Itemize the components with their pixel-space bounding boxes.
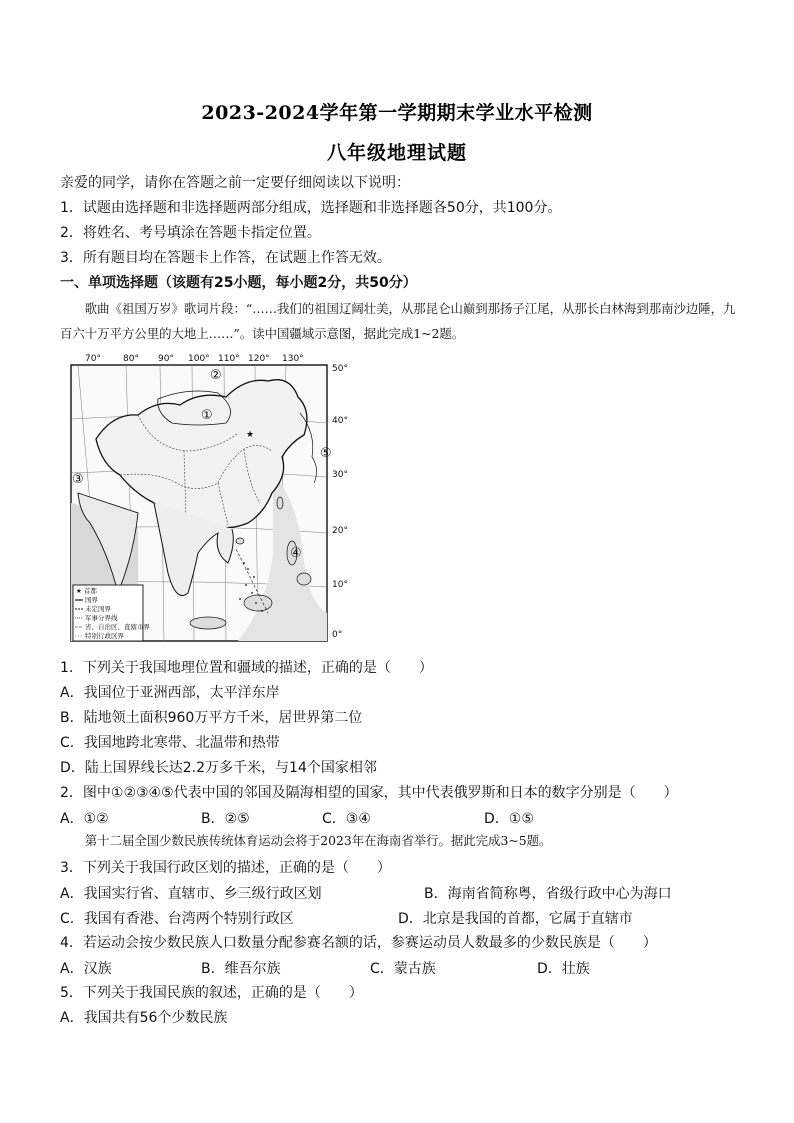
- q2-options: [60, 808, 750, 828]
- q3-option-b: B．海南省简称粤，省级行政中心为海口: [424, 886, 672, 902]
- lat-label-0: 0°: [332, 630, 343, 640]
- lat-label-30: 30°: [332, 470, 348, 480]
- lon-label-100: 100°: [188, 354, 210, 364]
- lon-label-90: 90°: [158, 354, 174, 364]
- q3-stem: 3．下列关于我国行政区划的描述，正确的是（ ）: [60, 860, 391, 876]
- q2-stem: 2．图中①②③④⑤代表中国的邻国及隔海相望的国家，其中代表俄罗斯和日本的数字分别是（ ）: [60, 785, 678, 801]
- legend-sar-border: 特别行政区界: [85, 632, 124, 640]
- q1-option-a: A．我国位于亚洲西部，太平洋东岸: [60, 685, 280, 701]
- q4-option-a: A．汉族: [60, 961, 112, 977]
- q2-option-c: C．③④: [322, 811, 371, 827]
- q3-option-c: C．我国有香港、台湾两个特别行政区: [60, 911, 294, 927]
- instruction-item-3: 3．所有题目均在答题卡上作答，在试题上作答无效。: [60, 250, 391, 266]
- passage-sports-meeting: 第十二届全国少数民族传统体育运动会将于2023年在海南省举行。据此完成3~5题。: [84, 833, 552, 848]
- lat-label-20: 20°: [332, 526, 348, 536]
- lon-label-130: 130°: [282, 354, 304, 364]
- q3-options-row2: [60, 908, 750, 928]
- capital-star-icon: ★: [246, 430, 255, 440]
- legend-capital: 首都: [84, 587, 97, 595]
- q1-stem: 1．下列关于我国地理位置和疆域的描述，正确的是（ ）: [60, 660, 433, 676]
- legend-undetermined-border: 未定国界: [85, 605, 111, 613]
- lon-label-120: 120°: [248, 354, 270, 364]
- lat-label-10: 10°: [332, 580, 348, 590]
- exam-title: 2023-2024学年第一学期期末学业水平检测: [201, 102, 593, 124]
- map-marker-2: ②: [210, 368, 222, 383]
- q1-option-d: D．陆上国界线长达2.2万多千米，与14个国家相邻: [60, 760, 377, 776]
- q1-option-c: C．我国地跨北寒带、北温带和热带: [60, 735, 280, 751]
- q4-option-b: B．维吾尔族: [201, 961, 281, 977]
- lat-label-50: 50°: [332, 364, 348, 374]
- q3-option-a: A．我国实行省、直辖市、乡三级行政区划: [60, 886, 322, 902]
- map-marker-3: ③: [72, 472, 84, 487]
- map-marker-1: ①: [201, 408, 213, 423]
- legend-border: 国界: [85, 596, 98, 604]
- legend-military-line-label: 军事分界线: [85, 614, 118, 622]
- exam-subtitle: 八年级地理试题: [326, 142, 467, 164]
- lat-label-40: 40°: [332, 416, 348, 426]
- passage-song-lyrics: 歌曲《祖国万岁》歌词片段：“……我们的祖国辽阔壮美，从那昆仑山巅到那扬子江尾，从那长白林海到那南沙边陲，九百六十万平方公里的大地上……”。读中国疆域示意图，据此完成1~2题。: [60, 301, 736, 341]
- q4-option-c: C．蒙古族: [370, 961, 436, 977]
- q5-option-a: A．我国共有56个少数民族: [60, 1010, 228, 1026]
- q1-option-b: B．陆地领土面积960万平方千米，居世界第二位: [60, 710, 363, 726]
- q4-option-d: D．壮族: [537, 961, 590, 977]
- q3-options-row1: [60, 883, 750, 903]
- map-svg: [68, 353, 364, 645]
- q5-stem: 5．下列关于我国民族的叙述，正确的是（ ）: [60, 985, 363, 1001]
- legend-province-border: 省、自治区、直辖市界: [85, 623, 150, 631]
- instruction-item-2: 2．将姓名、考号填涂在答题卡指定位置。: [60, 225, 321, 241]
- legend-capital-symbol: ★: [76, 587, 82, 595]
- q3-option-d: D．北京是我国的首都，它属于直辖市: [398, 911, 633, 927]
- q2-option-b: B．②⑤: [201, 811, 250, 827]
- map-marker-4: ④: [290, 546, 302, 561]
- china-territory-map: [68, 353, 364, 645]
- section-heading: 一、单项选择题（该题有25小题，每小题2分，共50分）: [60, 275, 417, 291]
- q2-option-d: D．①⑤: [484, 811, 534, 827]
- q4-stem: 4．若运动会按少数民族人口数量分配参赛名额的话，参赛运动员人数最多的少数民族是（ ）: [60, 935, 657, 951]
- instructions-greeting: 亲爱的同学，请你在答题之前一定要仔细阅读以下说明：: [60, 175, 410, 191]
- lon-label-110: 110°: [218, 354, 240, 364]
- map-marker-5: ⑤: [320, 446, 332, 461]
- lon-label-80: 80°: [123, 354, 139, 364]
- q4-options: [60, 958, 750, 978]
- lon-label-70: 70°: [85, 354, 101, 364]
- q2-option-a: A．①②: [60, 811, 109, 827]
- instruction-item-1: 1．试题由选择题和非选择题两部分组成，选择题和非选择题各50分，共100分。: [60, 200, 562, 216]
